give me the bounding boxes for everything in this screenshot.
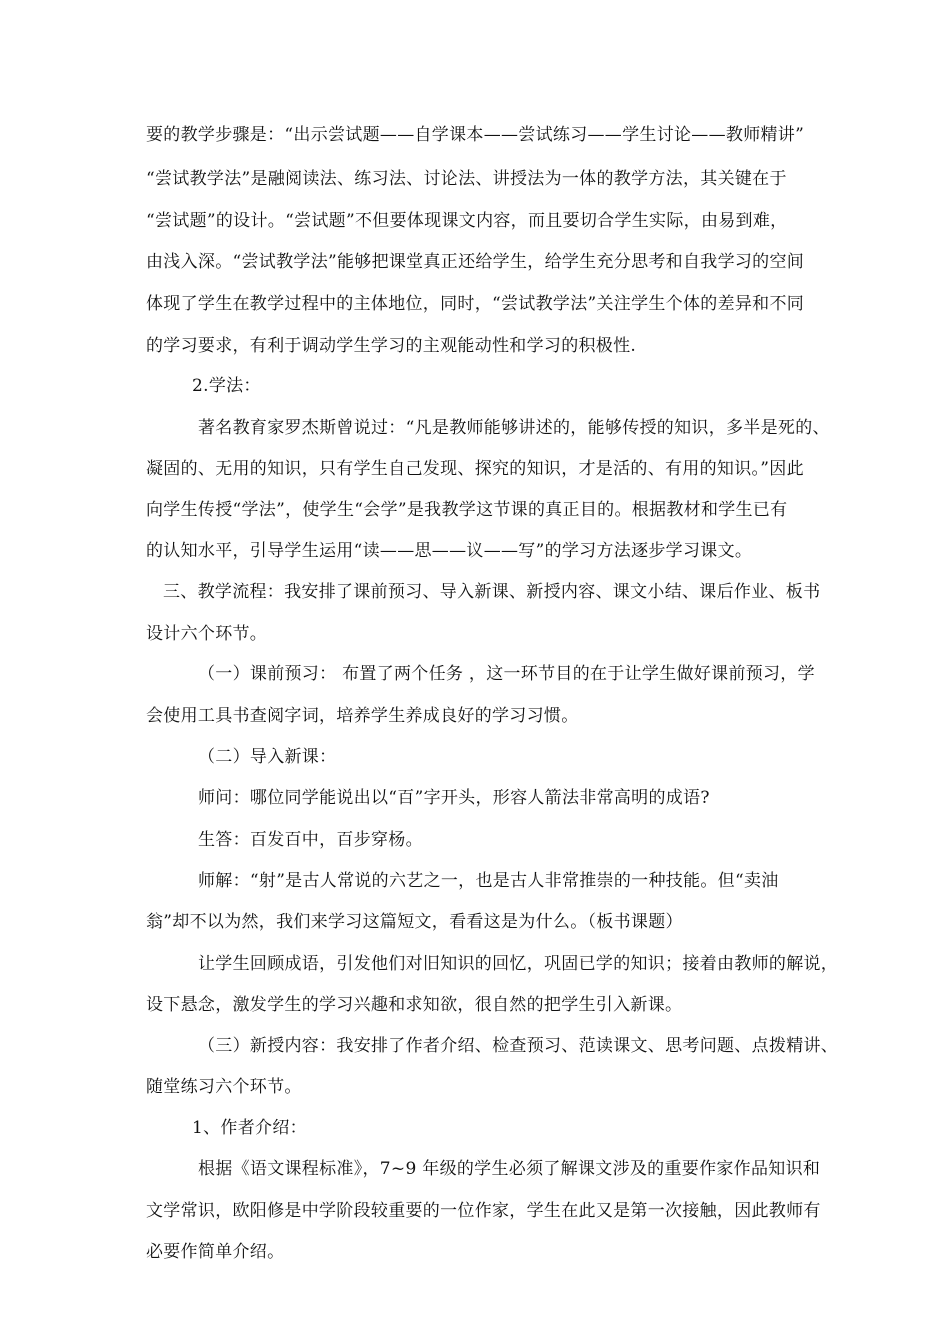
text-line: 师问：哪位同学能说出以“百”字开头，形容人箭法非常高明的成语? xyxy=(198,788,710,808)
text-line: 生答：百发百中，百步穿杨。 xyxy=(198,830,423,850)
text-line: 师解：“射”是古人常说的六艺之一，也是古人非常推崇的一种技能。但“卖油 xyxy=(198,871,779,891)
text-line: 的认知水平，引导学生运用“读——思——议——写”的学习方法逐步学习课文。 xyxy=(146,541,753,561)
text-line: 设下悬念，激发学生的学习兴趣和求知欲，很自然的把学生引入新课。 xyxy=(146,995,683,1015)
text-line: 必要作简单介绍。 xyxy=(146,1242,285,1262)
text-line: “尝试题”的设计。“尝试题”不但要体现课文内容，而且要切合学生实际，由易到难， xyxy=(146,211,788,231)
section-heading: 三、教学流程：我安排了课前预习、导入新课、新授内容、课文小结、课后作业、板书 xyxy=(163,582,821,602)
text-line: 向学生传授“学法”，使学生“会学”是我教学这节课的真正目的。根据教材和学生已有 xyxy=(146,500,788,520)
text-line: 设计六个环节。 xyxy=(146,624,268,644)
text-line: （一）课前预习： 布置了两个任务 ，这一环节目的在于让学生做好课前预习，学 xyxy=(198,664,815,684)
text-line: 根据《语文课程标准》，7~9 年级的学生必须了解课文涉及的重要作家作品知识和 xyxy=(198,1159,821,1179)
subsection-heading: （二）导入新课： xyxy=(198,747,337,767)
text-line: 著名教育家罗杰斯曾说过：“凡是教师能够讲述的，能够传授的知识，多半是死的、 xyxy=(198,418,830,438)
text-line: 文学常识，欧阳修是中学阶段较重要的一位作家，学生在此又是第一次接触，因此教师有 xyxy=(146,1201,821,1221)
subsection-heading: 1、作者介绍： xyxy=(192,1118,307,1138)
subsection-heading: （三）新授内容：我安排了作者介绍、检查预习、范读课文、思考问题、点拨精讲、 xyxy=(198,1036,839,1056)
section-heading: 2.学法： xyxy=(192,376,261,396)
text-line: 翁”却不以为然，我们来学习这篇短文，看看这是为什么。（板书课题） xyxy=(146,912,683,932)
text-line: 凝固的、无用的知识，只有学生自己发现、探究的知识，才是活的、有用的知识。”因此 xyxy=(146,459,804,479)
text-line: 的学习要求，有利于调动学生学习的主观能动性和学习的积极性. xyxy=(146,336,637,356)
text-line: 随堂练习六个环节。 xyxy=(146,1077,302,1097)
text-line: 体现了学生在教学过程中的主体地位，同时，“尝试教学法”关注学生个体的差异和不同 xyxy=(146,294,805,314)
text-line: 要的教学步骤是：“出示尝试题——自学课本——尝试练习——学生讨论——教师精讲” xyxy=(146,125,805,145)
text-line: 会使用工具书查阅字词，培养学生养成良好的学习习惯。 xyxy=(146,706,579,726)
text-line: “尝试教学法”是融阅读法、练习法、讨论法、讲授法为一体的教学方法，其关键在于 xyxy=(146,169,787,189)
text-line: 让学生回顾成语，引发他们对旧知识的回忆，巩固已学的知识；接着由教师的解说， xyxy=(198,954,839,974)
text-line: 由浅入深。“尝试教学法”能够把课堂真正还给学生，给学生充分思考和自我学习的空间 xyxy=(146,252,805,272)
